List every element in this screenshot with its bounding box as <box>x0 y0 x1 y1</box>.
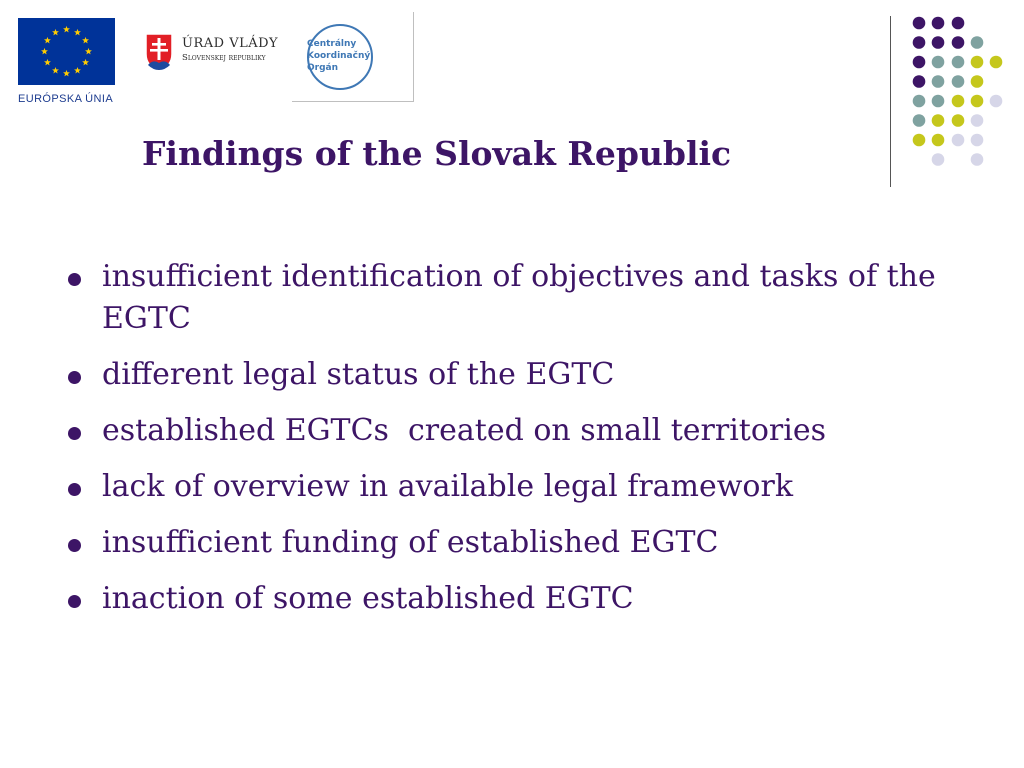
decorative-dot <box>932 56 945 69</box>
bullet-icon <box>68 371 81 384</box>
decorative-dot <box>952 134 965 147</box>
decorative-dot <box>932 75 945 88</box>
decorative-dot <box>952 17 965 30</box>
bullet-text: different legal status of the EGTC <box>102 357 615 392</box>
cko-line3: Orgán <box>307 63 339 73</box>
bullet-item <box>62 354 962 396</box>
decorative-dot <box>971 56 984 69</box>
decorative-dot <box>913 17 926 30</box>
decorative-dot <box>971 153 984 166</box>
bullet-icon <box>68 595 81 608</box>
decorative-dot <box>990 95 1003 108</box>
decorative-dot <box>971 36 984 49</box>
bullet-icon <box>68 273 81 286</box>
bullet-item <box>62 466 962 508</box>
decorative-dot <box>952 75 965 88</box>
decorative-dot <box>952 95 965 108</box>
bullet-text: lack of overview in available legal framework <box>102 469 794 504</box>
bullet-icon <box>68 483 81 496</box>
decorative-dot <box>971 114 984 127</box>
decorative-dot <box>952 56 965 69</box>
bullet-list <box>62 256 962 634</box>
decorative-dot <box>913 36 926 49</box>
decorative-dot <box>971 95 984 108</box>
bullet-item <box>62 410 962 452</box>
decorative-dot <box>913 114 926 127</box>
decorative-dot <box>952 114 965 127</box>
eu-logo-caption: EURÓPSKA ÚNIA <box>18 93 114 105</box>
slide-title: Findings of the Slovak Republic <box>142 134 732 173</box>
decorative-dot <box>971 134 984 147</box>
government-office-line1: ÚRAD VLÁDY <box>182 36 279 51</box>
decorative-dot <box>932 153 945 166</box>
decorative-dot <box>932 134 945 147</box>
bullet-text: insufficient funding of established EGTC <box>102 525 719 560</box>
decorative-dot <box>971 75 984 88</box>
bullet-text: inaction of some established EGTC <box>102 581 634 616</box>
decorative-dot <box>952 36 965 49</box>
decorative-dot <box>932 114 945 127</box>
decorative-dot <box>913 134 926 147</box>
decorative-dot <box>913 56 926 69</box>
decorative-dot <box>990 56 1003 69</box>
cko-line1: Centrálny <box>307 39 357 49</box>
bullet-icon <box>68 539 81 552</box>
bullet-text: established EGTCs created on small territories <box>102 413 826 448</box>
bullet-text: insufficient identification of objectives and tasks of the EGTC <box>102 259 936 336</box>
decorative-dot <box>913 75 926 88</box>
bullet-icon <box>68 427 81 440</box>
bullet-item <box>62 256 962 340</box>
government-office-line2: Slovenskej republiky <box>182 53 266 63</box>
bullet-item <box>62 578 962 620</box>
bullet-item <box>62 522 962 564</box>
decorative-dot <box>932 17 945 30</box>
decorative-dot <box>913 95 926 108</box>
decorative-dot <box>932 95 945 108</box>
decorative-dot <box>932 36 945 49</box>
cko-line2: Koordinačný <box>307 51 371 61</box>
